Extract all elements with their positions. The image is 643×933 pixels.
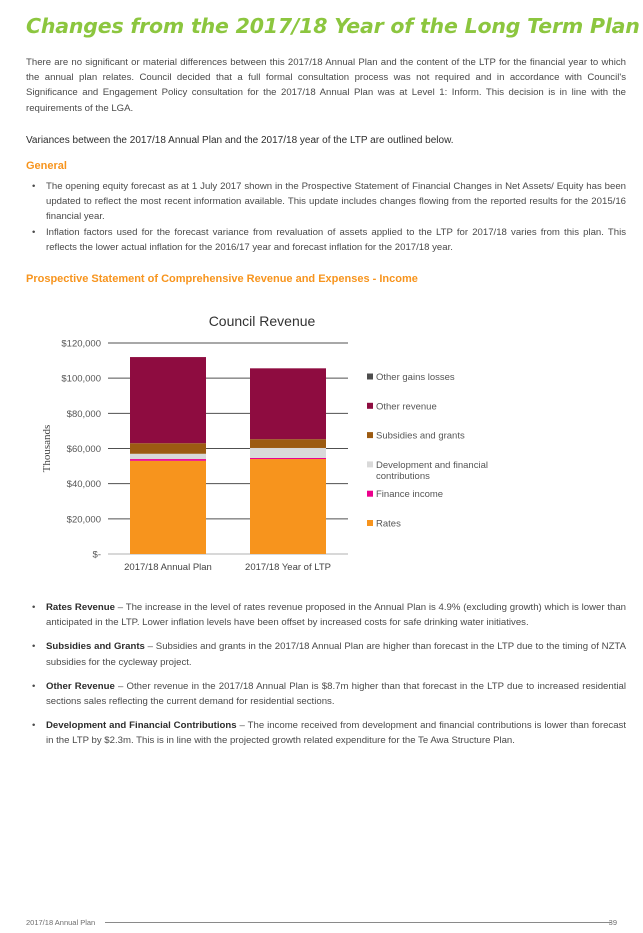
revenue-note-lead: Other Revenue <box>46 680 115 692</box>
revenue-note <box>26 679 626 709</box>
page-title: Changes from the 2017/18 Year of the Long Term Plan <box>26 14 640 38</box>
bar-segment <box>250 458 326 459</box>
revenue-note-text: Other revenue in the 2017/18 Annual Plan is $8.7m higher than that forecast in the LTP due to increased residential sections sales reflecting the current demand for residential sections. <box>46 680 626 708</box>
revenue-note-lead: Development and Financial Contributions <box>46 720 237 732</box>
x-tick-label: 2017/18 Year of LTP <box>245 562 331 573</box>
x-tick-label: 2017/18 Annual Plan <box>124 562 212 573</box>
revenue-note-sep: – <box>114 602 126 613</box>
council-revenue-chart <box>40 306 600 581</box>
bullet-dot: • <box>32 181 36 192</box>
general-bullet-text: Inflation factors used for the forecast variance from revaluation of assets applied to the LTP for 2017/18 varies from this plan. This reflects the lower actual inflation for the 2016/17 year and forecast inflation for the 2017/18 year. <box>46 226 626 253</box>
legend-swatch <box>367 491 373 497</box>
legend-label: Rates <box>376 518 401 530</box>
bullet-dot: • <box>32 602 36 613</box>
y-tick-label: $60,000 <box>66 444 101 455</box>
revenue-note-lead: Subsidies and Grants <box>46 641 145 653</box>
legend-label: contributions <box>376 470 430 482</box>
revenue-note-text: The increase in the level of rates revenue proposed in the Annual Plan is 4.9% (excluding growth) which is lower than anticipated in the LTP. Lower inflation levels have been offset by increased costs for safe drinking water initiatives. <box>46 602 627 629</box>
bar-segment <box>250 448 326 458</box>
bullet-dot: • <box>32 680 36 692</box>
revenue-note-sep: – <box>114 680 127 692</box>
bullet-dot: • <box>32 641 36 653</box>
bar-segment <box>130 461 206 554</box>
y-tick-label: $120,000 <box>61 338 101 350</box>
intro-paragraph: There are no significant or material differences between this 2017/18 Annual Plan and the content of the LTP for the financial year to which the annual plan relates. Council decided that a full formal consultation process was not required and in accordance with Council's Significance and Engagement Policy consultation for the 2017/18 Annual Plan was at Level 1: Inform. This decision is in line with the requirements of the LGA. <box>26 57 626 114</box>
legend-swatch <box>367 461 373 467</box>
revenue-note <box>26 600 626 630</box>
revenue-note-text: Subsidies and grants in the 2017/18 Annual Plan are higher than forecast in the LTP due to the timing of NZTA subsidies for the cycleway project. <box>46 641 626 668</box>
y-tick-label: $20,000 <box>66 514 101 526</box>
legend-label: Other gains losses <box>376 372 455 383</box>
revenue-note-text: The income received from development and financial contributions is lower than forecast in the LTP by $2.3m. This is in line with the projected growth related expenditure for the Te Awa Structure Plan. <box>46 720 627 747</box>
footer-page-number: 39 <box>608 918 617 927</box>
bar-segment <box>130 459 206 461</box>
revenue-notes-list <box>26 600 626 758</box>
legend-swatch <box>367 432 373 438</box>
legend-swatch <box>367 520 373 526</box>
legend-swatch <box>367 403 373 409</box>
bullet-dot: • <box>32 720 36 732</box>
y-tick-label: $100,000 <box>61 373 101 385</box>
general-heading: General <box>26 160 67 172</box>
chart-title: Council Revenue <box>208 313 316 329</box>
revenue-note-sep: – <box>144 641 156 653</box>
bar-segment <box>130 454 206 459</box>
general-bullet <box>26 225 626 255</box>
bar-segment <box>250 439 326 448</box>
general-bullet-text: The opening equity forecast as at 1 July 2017 shown in the Prospective Statement of Financial Changes in Net Assets/ Equity has been updated to reflect the most recent information available. This update includes changes flowing from the reported results for the 2015/16 financial year. <box>46 181 626 223</box>
y-tick-label: $- <box>92 549 101 561</box>
bar-segment <box>130 443 206 454</box>
legend-label: Finance income <box>376 489 444 501</box>
bar-segment <box>130 357 206 443</box>
bar-segment <box>250 368 326 439</box>
legend-label: Development and financial <box>376 459 488 471</box>
revenue-note <box>26 718 626 748</box>
revenue-note-sep: – <box>236 720 248 732</box>
legend-label: Subsidies and grants <box>376 430 465 442</box>
legend-swatch <box>367 374 373 380</box>
variances-intro: Variances between the 2017/18 Annual Plan and the 2017/18 year of the LTP are outlined below. <box>26 135 454 146</box>
general-bullet <box>26 179 626 225</box>
footer-rule <box>105 922 611 923</box>
legend-label: Other revenue <box>376 401 437 413</box>
revenue-note <box>26 639 626 669</box>
revenue-note-lead: Rates Revenue <box>46 602 115 613</box>
y-tick-label: $40,000 <box>66 479 101 491</box>
general-bullet-list <box>26 179 626 255</box>
y-axis-label: Thousands <box>41 424 53 473</box>
bullet-dot: • <box>32 226 36 238</box>
bar-segment <box>250 459 326 554</box>
footer-doc-title: 2017/18 Annual Plan <box>26 918 96 927</box>
income-heading: Prospective Statement of Comprehensive Revenue and Expenses - Income <box>26 273 418 285</box>
y-tick-label: $80,000 <box>66 408 101 420</box>
